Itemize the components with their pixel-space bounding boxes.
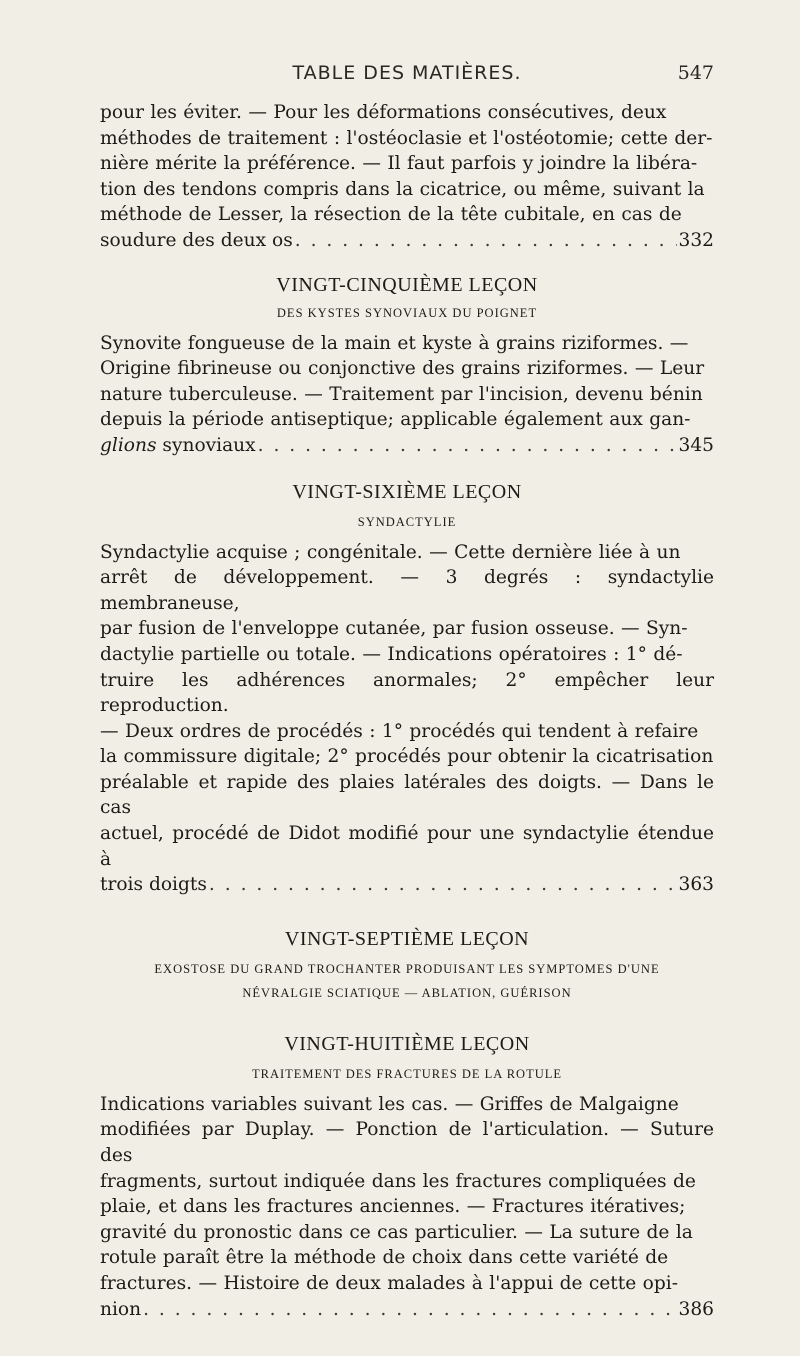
entry-tail-text: synoviaux bbox=[156, 434, 256, 456]
entry-page-ref: 386 bbox=[678, 1298, 714, 1320]
page-number: 547 bbox=[677, 62, 714, 84]
lesson-title: VINGT-HUITIÈME LEÇON bbox=[284, 1032, 530, 1055]
summary-line: Indications variables suivant les cas. — Griffes de Malgaigne bbox=[100, 1093, 679, 1115]
summary-line: Origine fibrineuse ou conjonctive des grains riziformes. — Leur bbox=[100, 358, 705, 380]
summary-line: Syndactylie acquise ; congénitale. — Cette dernière liée à un bbox=[100, 541, 681, 563]
entry-page-ref: 332 bbox=[678, 229, 714, 251]
summary-line: gravité du pronostic dans ce cas particulier. — La suture de la bbox=[100, 1221, 693, 1243]
summary-line: — Deux ordres de procédés : 1° procédés qui tendent à refaire bbox=[100, 720, 699, 742]
summary-line: plaie, et dans les fractures anciennes. — Fractures itératives; bbox=[100, 1196, 686, 1218]
entry-line: pour les éviter. — Pour les déformations consécutives, deux bbox=[100, 102, 667, 123]
entry-tail-text: soudure des deux os bbox=[100, 229, 293, 251]
entry-page-ref: 345 bbox=[678, 434, 714, 456]
summary-line: par fusion de l'enveloppe cutanée, par fusion osseuse. — Syn- bbox=[100, 618, 688, 640]
page bbox=[100, 62, 714, 1322]
entry-page-ref: 363 bbox=[678, 874, 714, 896]
header-title: TABLE DES MATIÈRES. bbox=[292, 62, 522, 84]
lesson-25 bbox=[100, 274, 714, 459]
entry-last-line bbox=[100, 872, 714, 898]
dot-leader bbox=[209, 872, 677, 898]
lesson-summary bbox=[100, 540, 714, 898]
summary-line: actuel, procédé de Didot modifié pour une syndactylie étendue à bbox=[100, 823, 714, 870]
entry-tail-text: trois doigts bbox=[100, 874, 207, 896]
lesson-subtitle: NÉVRALGIE SCIATIQUE — ABLATION, GUÉRISON bbox=[242, 985, 572, 1000]
summary-line: fragments, surtout indiquée dans les fractures compliquées de bbox=[100, 1170, 696, 1192]
lesson-27 bbox=[100, 928, 714, 1003]
lesson-title: VINGT-SIXIÈME LEÇON bbox=[292, 480, 522, 503]
lesson-26 bbox=[100, 481, 714, 898]
lesson-summary bbox=[100, 331, 714, 459]
italic-word: glions bbox=[100, 434, 157, 456]
lesson-summary bbox=[100, 1092, 714, 1322]
entry-line: nière mérite la préférence. — Il faut parfois y joindre la libéra- bbox=[100, 153, 698, 175]
summary-line: modifiées par Duplay. — Ponction de l'articulation. — Suture des bbox=[100, 1119, 714, 1167]
lesson-subtitle-block bbox=[100, 959, 714, 1003]
lesson-subtitle: TRAITEMENT DES FRACTURES DE LA ROTULE bbox=[251, 1066, 563, 1081]
summary-line: arrêt de développement. — 3 degrés : syndactylie membraneuse, bbox=[100, 567, 714, 614]
lesson-subtitle: DES KYSTES SYNOVIAUX DU POIGNET bbox=[276, 305, 538, 320]
lesson-title: VINGT-SEPTIÈME LEÇON bbox=[284, 927, 530, 950]
lesson-title: VINGT-CINQUIÈME LEÇON bbox=[276, 273, 538, 296]
entry-line: méthode de Lesser, la résection de la tête cubitale, en cas de bbox=[100, 204, 682, 226]
summary-line: fractures. — Histoire de deux malades à l'appui de cette opi- bbox=[100, 1273, 678, 1294]
summary-line: truire les adhérences anormales; 2° empêcher leur reproduction. bbox=[100, 669, 714, 717]
toc-entry-continuation bbox=[100, 100, 714, 254]
summary-line: préalable et rapide des plaies latérales des doigts. — Dans le cas bbox=[100, 771, 714, 819]
entry-line: méthodes de traitement : l'ostéoclasie et l'ostéotomie; cette der- bbox=[100, 127, 713, 149]
dot-leader bbox=[295, 228, 677, 254]
summary-line: la commissure digitale; 2° procédés pour obtenir la cicatrisation bbox=[100, 746, 714, 768]
lesson-subtitle: EXOSTOSE DU GRAND TROCHANTER PRODUISANT LES SYMPTOMES D'UNE bbox=[154, 961, 660, 976]
lesson-28 bbox=[100, 1033, 714, 1322]
summary-line: nature tuberculeuse. — Traitement par l'incision, devenu bénin bbox=[100, 383, 703, 405]
entry-tail-text: nion bbox=[100, 1298, 142, 1320]
dot-leader bbox=[258, 433, 677, 459]
entry-last-line bbox=[100, 1297, 714, 1323]
summary-line: Synovite fongueuse de la main et kyste à grains riziformes. — bbox=[100, 332, 689, 354]
entry-last-line bbox=[100, 228, 714, 254]
entry-last-line bbox=[100, 433, 714, 459]
lesson-subtitle: SYNDACTYLIE bbox=[357, 514, 457, 529]
running-header bbox=[100, 62, 714, 92]
summary-line: dactylie partielle ou totale. — Indications opératoires : 1° dé- bbox=[100, 643, 683, 665]
entry-line: tion des tendons compris dans la cicatrice, ou même, suivant la bbox=[100, 178, 705, 200]
summary-line: depuis la période antiseptique; applicable également aux gan- bbox=[100, 409, 691, 431]
dot-leader bbox=[143, 1297, 676, 1323]
summary-line: rotule paraît être la méthode de choix dans cette variété de bbox=[100, 1247, 669, 1269]
